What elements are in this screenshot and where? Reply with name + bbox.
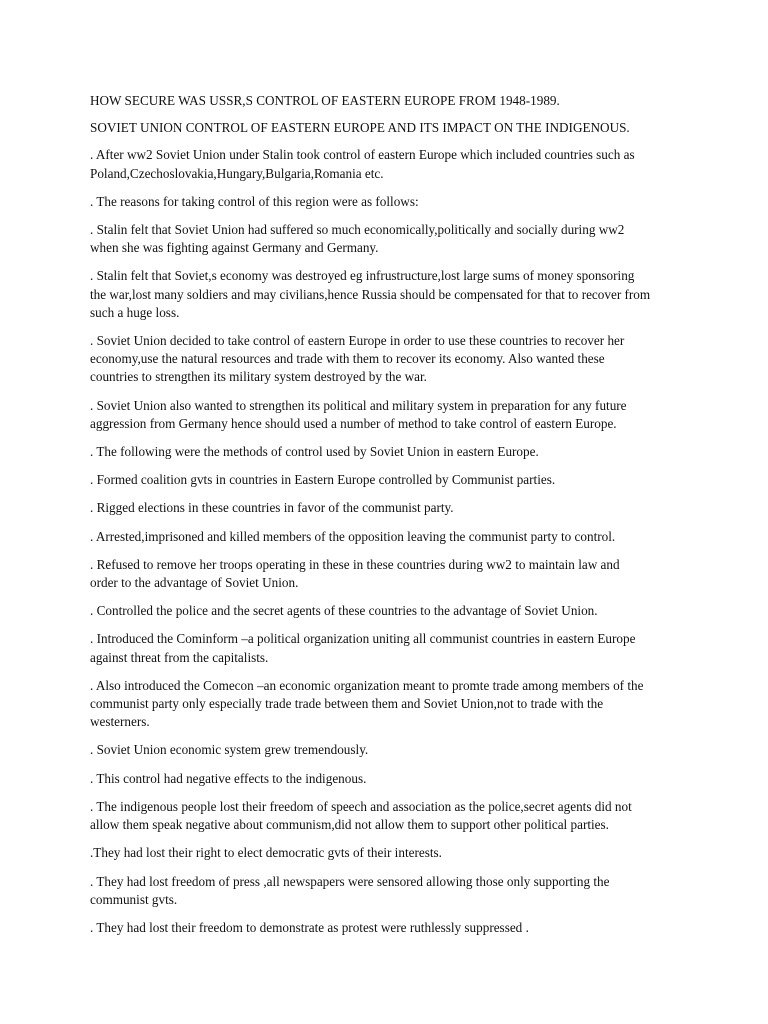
paragraph: . Rigged elections in these countries in favor of the communist party. — [90, 500, 454, 516]
document-page — [90, 92, 690, 947]
paragraph: . Refused to remove her troops operating in these in these countries during ww2 to maintain law and order to the advantage of Soviet Union. — [90, 556, 620, 591]
document-title: HOW SECURE WAS USSR,S CONTROL OF EASTERN EUROPE FROM 1948-1989. — [90, 93, 560, 108]
paragraph: . This control had negative effects to the indigenous. — [90, 770, 367, 786]
paragraph: . Stalin felt that Soviet,s economy was destroyed eg infrustructure,lost large sums of money sponsoring the war,lost many soldiers and may civilians,hence Russia should be compensated for that to recover from such a huge loss. — [90, 268, 651, 320]
paragraph: .They had lost their right to elect democratic gvts of their interests. — [90, 845, 442, 861]
paragraph: . Stalin felt that Soviet Union had suffered so much economically,politically and socially during ww2 when she was fighting against Germany and Germany. — [90, 222, 625, 256]
paragraph: . The following were the methods of control used by Soviet Union in eastern Europe. — [90, 444, 539, 460]
paragraph: . Arrested,imprisoned and killed members of the opposition leaving the communist party to control. — [90, 528, 616, 544]
paragraph: . They had lost freedom of press ,all newspapers were sensored allowing those only supporting the communist gvts. — [90, 873, 610, 907]
paragraph: . Also introduced the Comecon –an economic organization meant to promte trade among members of the communist party only especially trade trade between them and Soviet Union,not to trade with the westerners. — [90, 677, 644, 730]
paragraph: . They had lost their freedom to demonstrate as protest were ruthlessly suppressed . — [90, 919, 529, 935]
paragraph: . Formed coalition gvts in countries in Eastern Europe controlled by Communist parties. — [90, 472, 556, 488]
paragraph: . Soviet Union also wanted to strengthen its political and military system in preparation for any future aggression from Germany hence should used a number of method to take control of eastern Europe. — [90, 397, 627, 431]
paragraph: . Soviet Union economic system grew tremendously. — [90, 742, 369, 758]
paragraph: . Controlled the police and the secret agents of these countries to the advantage of Soviet Union. — [90, 603, 598, 619]
paragraph: . The reasons for taking control of this region were as follows: — [90, 193, 419, 209]
section-heading: SOVIET UNION CONTROL OF EASTERN EUROPE AND ITS IMPACT ON THE INDIGENOUS. — [90, 120, 630, 136]
paragraph: . After ww2 Soviet Union under Stalin took control of eastern Europe which included countries such as Poland,Czechoslovakia,Hungary,Bulgaria,Romania etc. — [90, 147, 635, 181]
paragraph: . The indigenous people lost their freedom of speech and association as the police,secret agents did not allow them speak negative about communism,did not allow them to support other political parties. — [90, 798, 632, 833]
paragraph: . Introduced the Cominform –a political organization uniting all communist countries in eastern Europe against threat from the capitalists. — [90, 631, 636, 665]
paragraph: . Soviet Union decided to take control of eastern Europe in order to use these countries to recover her economy,use the natural resources and trade with them to recover its economy. Also wanted these countries to strengthen its military system destroyed by the war. — [90, 333, 625, 385]
